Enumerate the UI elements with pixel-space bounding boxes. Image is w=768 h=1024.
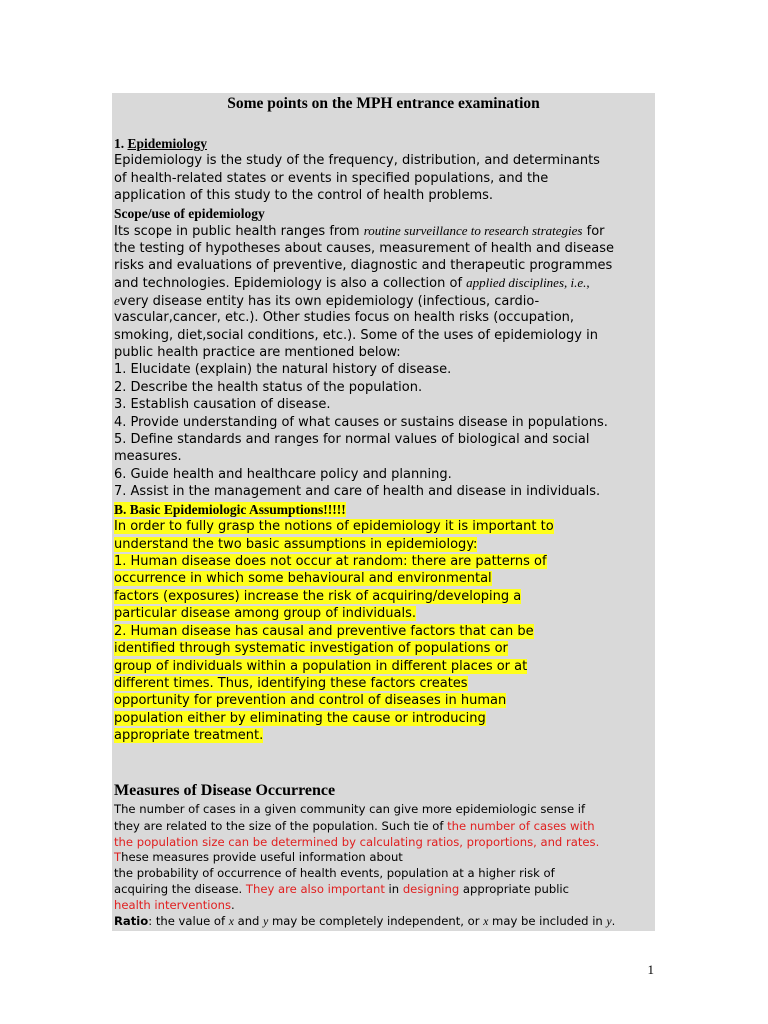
highlighted-line: appropriate treatment. <box>114 728 264 743</box>
paragraph-line: the population size can be determined by calculating ratios, proportions, and rates. <box>114 835 600 849</box>
section-heading-epidemiology: 1. Epidemiology <box>114 136 208 151</box>
document-title: Some points on the MPH entrance examination <box>227 95 540 112</box>
paragraph-line: health interventions. <box>114 898 235 912</box>
list-item: measures. <box>114 449 182 464</box>
paragraph-line: The number of cases in a given community can give more epidemiologic sense if <box>114 802 586 816</box>
paragraph-line: the testing of hypotheses about causes, measurement of health and disease <box>114 241 615 256</box>
list-item: 5. Define standards and ranges for normal values of biological and social <box>114 432 590 447</box>
ratio-definition: Ratio: the value of x and y may be completely independent, or x may be included in y. <box>114 914 616 928</box>
paragraph-line: smoking, diet,social conditions, etc.). Some of the uses of epidemiology in <box>114 328 598 343</box>
list-item: 1. Elucidate (explain) the natural history of disease. <box>114 362 452 377</box>
highlighted-line: different times. Thus, identifying these factors creates <box>114 676 468 691</box>
highlighted-line: identified through systematic investigation of populations or <box>114 641 508 656</box>
paragraph-line: public health practice are mentioned below: <box>114 345 401 360</box>
list-item: 6. Guide health and healthcare policy and planning. <box>114 467 452 482</box>
paragraph-line: These measures provide useful information about <box>114 850 403 864</box>
highlighted-line: occurrence in which some behavioural and environmental <box>114 571 492 586</box>
highlighted-line: group of individuals within a population in different places or at <box>114 659 528 674</box>
paragraph-line: and technologies. Epidemiology is also a collection of applied disciplines, i.e., <box>114 275 590 291</box>
paragraph-line: the probability of occurrence of health events, population at a higher risk of <box>114 866 555 880</box>
document-page <box>112 93 655 931</box>
section-heading-assumptions: B. Basic Epidemiologic Assumptions!!!!! <box>114 502 346 517</box>
highlighted-line: population either by eliminating the cause or introducing <box>114 711 486 726</box>
paragraph-line: they are related to the size of the population. Such tie of the number of cases with <box>114 819 595 833</box>
highlighted-line: particular disease among group of individuals. <box>114 606 416 621</box>
highlighted-line: In order to fully grasp the notions of epidemiology it is important to <box>114 519 554 534</box>
paragraph-line: Its scope in public health ranges from routine surveillance to research strategies for <box>114 223 605 239</box>
highlighted-line: 1. Human disease does not occur at random: there are patterns of <box>114 554 547 569</box>
paragraph-line: application of this study to the control of health problems. <box>114 188 494 203</box>
list-item: 3. Establish causation of disease. <box>114 397 331 412</box>
paragraph-line: risks and evaluations of preventive, diagnostic and therapeutic programmes <box>114 258 613 273</box>
list-item: 4. Provide understanding of what causes or sustains disease in populations. <box>114 415 608 430</box>
highlighted-line: factors (exposures) increase the risk of acquiring/developing a <box>114 589 522 604</box>
section-heading-measures: Measures of Disease Occurrence <box>114 782 336 799</box>
paragraph-line: Epidemiology is the study of the frequency, distribution, and determinants <box>114 153 600 168</box>
paragraph-line: of health-related states or events in specified populations, and the <box>114 171 549 186</box>
paragraph-line: every disease entity has its own epidemiology (infectious, cardio- <box>114 293 540 309</box>
paragraph-line: vascular,cancer, etc.). Other studies focus on health risks (occupation, <box>114 310 575 325</box>
highlighted-line: understand the two basic assumptions in epidemiology: <box>114 537 478 552</box>
subheading-scope: Scope/use of epidemiology <box>114 206 265 221</box>
list-item: 2. Describe the health status of the population. <box>114 380 423 395</box>
highlighted-line: opportunity for prevention and control of diseases in human <box>114 693 507 708</box>
page-number: 1 <box>647 962 654 977</box>
paragraph-line: acquiring the disease. They are also important in designing appropriate public <box>114 882 570 896</box>
highlighted-line: 2. Human disease has causal and preventive factors that can be <box>114 624 534 639</box>
list-item: 7. Assist in the management and care of health and disease in individuals. <box>114 484 601 499</box>
